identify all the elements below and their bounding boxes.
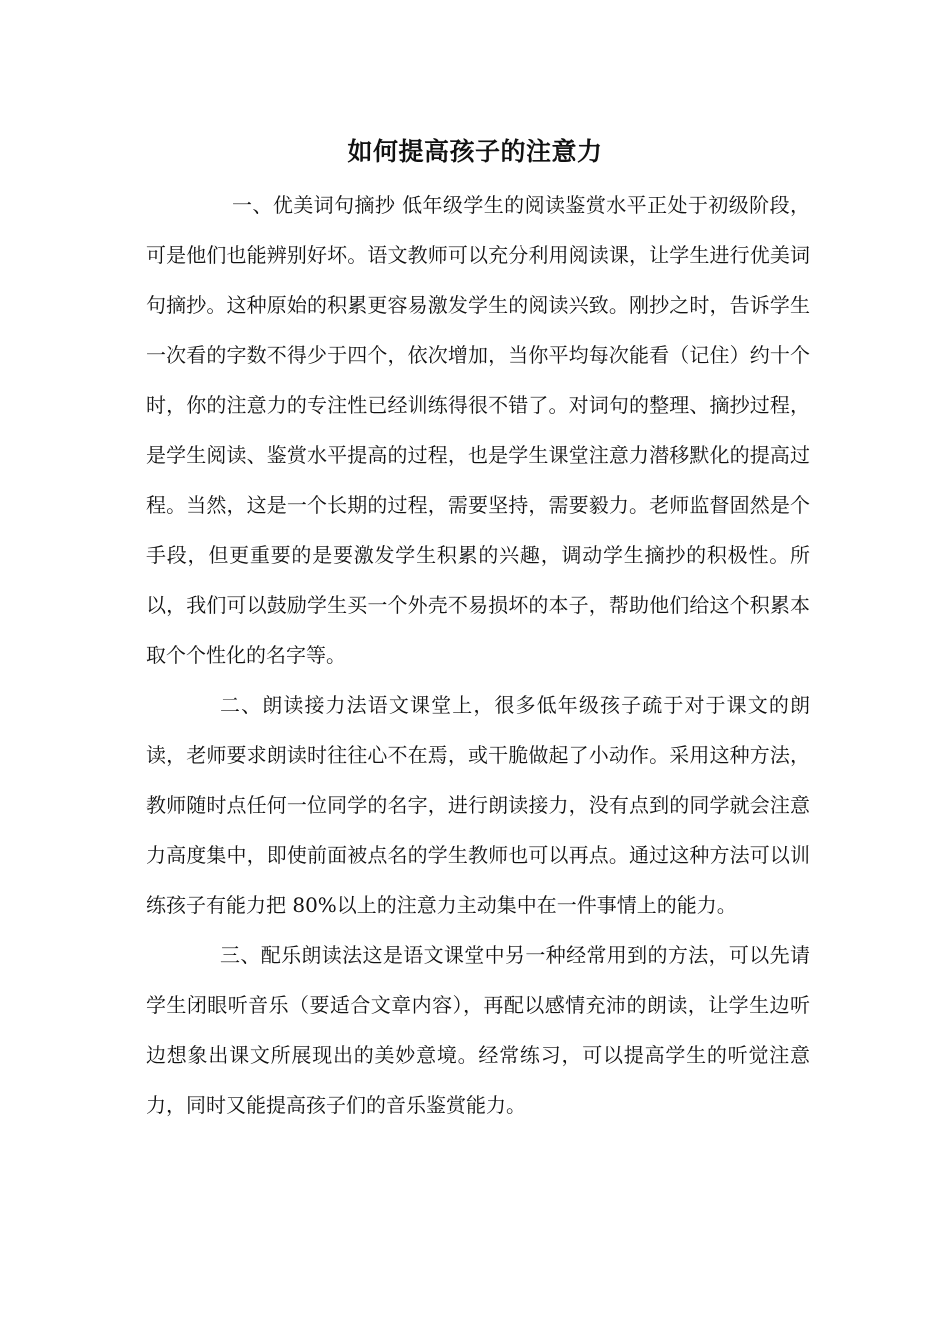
document-body <box>146 180 810 1130</box>
paragraph-3: 三、配乐朗读法这是语文课堂中另一种经常用到的方法，可以先请学生闭眼听音乐（要适合文章内容），再配以感情充沛的朗读，让学生边听边想象出课文所展现出的美妙意境。经常练习，可以提高学生的听觉注意力，同时又能提高孩子们的音乐鉴赏能力。 <box>146 943 810 1117</box>
document-title: 如何提高孩子的注意力 <box>347 137 603 166</box>
paragraph-1: 一、优美词句摘抄 低年级学生的阅读鉴赏水平正处于初级阶段，可是他们也能辨别好坏。语文教师可以充分利用阅读课，让学生进行优美词句摘抄。这种原始的积累更容易激发学生的阅读兴致。刚抄之时，告诉学生一次看的字数不得少于四个，依次增加，当你平均每次能看（记住）约十个时，你的注意力的专注性已经训练得很不错了。对词句的整理、摘抄过程，是学生阅读、鉴赏水平提高的过程，也是学生课堂注意力潜移默化的提高过程。当然，这是一个长期的过程，需要坚持，需要毅力。老师监督固然是个手段，但更重要的是要激发学生积累的兴趣，调动学生摘抄的积极性。所以，我们可以鼓励学生买一个外壳不易损坏的本子，帮助他们给这个积累本取个个性化的名字等。 <box>146 193 810 667</box>
paragraph-2: 二、朗读接力法语文课堂上，很多低年级孩子疏于对于课文的朗读，老师要求朗读时往往心不在焉，或干脆做起了小动作。采用这种方法，教师随时点任何一位同学的名字，进行朗读接力，没有点到的同学就会注意力高度集中，即使前面被点名的学生教师也可以再点。通过这种方法可以训练孩子有能力把 80%以上的注意力主动集中在一件事情上的能力。 <box>146 693 810 917</box>
